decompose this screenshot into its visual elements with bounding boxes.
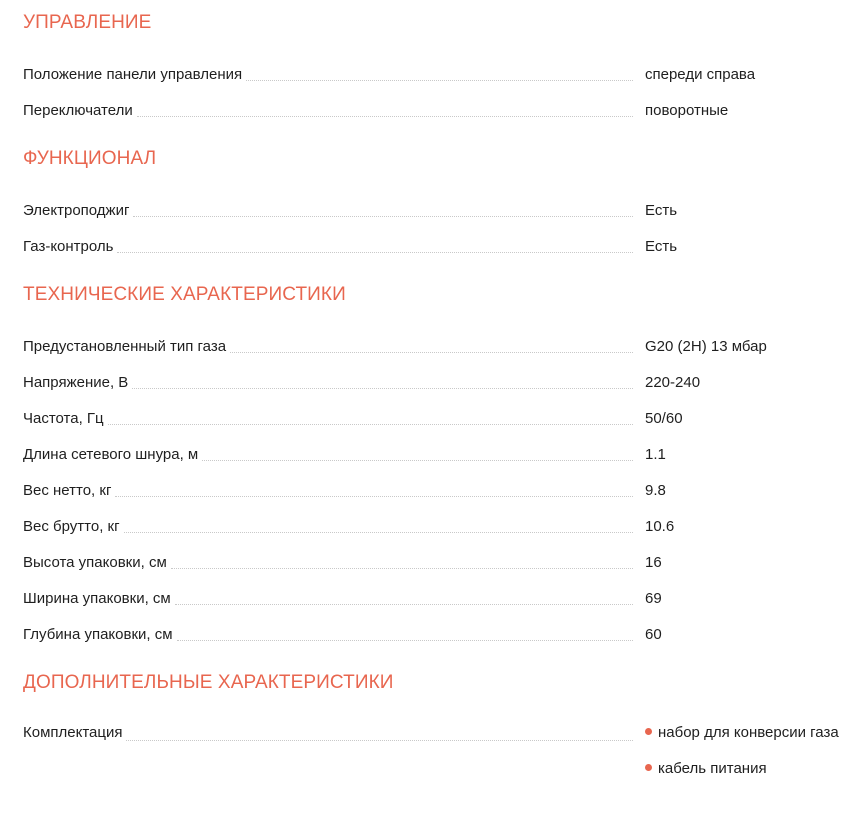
dotted-leader	[246, 79, 633, 81]
dotted-leader	[124, 531, 633, 533]
spec-label: Комплектация	[23, 724, 123, 741]
spec-row	[23, 371, 853, 392]
section-title-features: ФУНКЦИОНАЛ	[23, 148, 157, 169]
spec-row	[23, 723, 853, 795]
spec-label: Напряжение, В	[23, 374, 129, 391]
spec-label: Длина сетевого шнура, м	[23, 446, 199, 463]
spec-value: 16	[645, 554, 662, 571]
dotted-leader	[137, 115, 633, 117]
spec-label: Вес брутто, кг	[23, 518, 120, 535]
spec-row	[23, 235, 853, 256]
spec-label: Ширина упаковки, см	[23, 590, 171, 607]
dotted-leader	[126, 739, 633, 741]
dotted-leader	[230, 351, 633, 353]
spec-value: 1.1	[645, 446, 666, 463]
spec-row	[23, 407, 853, 428]
dotted-leader	[202, 459, 633, 461]
spec-label: Предустановленный тип газа	[23, 338, 227, 355]
spec-label: Высота упаковки, см	[23, 554, 167, 571]
dotted-leader	[115, 495, 633, 497]
section-title-technical: ТЕХНИЧЕСКИЕ ХАРАКТЕРИСТИКИ	[23, 284, 346, 305]
dotted-leader	[108, 423, 633, 425]
spec-row	[23, 335, 853, 356]
spec-value: G20 (2H) 13 мбар	[645, 338, 767, 355]
dotted-leader	[177, 639, 633, 641]
spec-label: Глубина упаковки, см	[23, 626, 173, 643]
dotted-leader	[171, 567, 633, 569]
spec-row	[23, 587, 853, 608]
spec-label: Переключатели	[23, 102, 133, 119]
spec-value: 9.8	[645, 482, 666, 499]
spec-value: поворотные	[645, 102, 729, 119]
spec-value: спереди справа	[645, 66, 756, 83]
section-title-additional: ДОПОЛНИТЕЛЬНЫЕ ХАРАКТЕРИСТИКИ	[23, 672, 394, 693]
package-contents-list	[645, 723, 853, 795]
bullet-icon	[645, 764, 652, 771]
spec-value: 10.6	[645, 518, 675, 535]
spec-row	[23, 99, 853, 120]
spec-value: Есть	[645, 202, 678, 219]
list-item-text: кабель питания	[658, 760, 767, 777]
spec-value: 69	[645, 590, 662, 607]
dotted-leader	[117, 251, 633, 253]
spec-label: Газ-контроль	[23, 238, 114, 255]
list-item	[645, 723, 853, 759]
spec-row	[23, 443, 853, 464]
bullet-icon	[645, 728, 652, 735]
spec-row	[23, 63, 853, 84]
spec-label: Частота, Гц	[23, 410, 104, 427]
dotted-leader	[175, 603, 633, 605]
spec-label: Положение панели управления	[23, 66, 243, 83]
specs-container	[23, 0, 853, 810]
spec-value: 220-240	[645, 374, 701, 391]
dotted-leader	[133, 215, 633, 217]
spec-value: 60	[645, 626, 662, 643]
spec-label: Вес нетто, кг	[23, 482, 112, 499]
spec-row	[23, 515, 853, 536]
list-item-text: набор для конверсии газа	[658, 724, 839, 741]
spec-value: Есть	[645, 238, 678, 255]
spec-value: 50/60	[645, 410, 683, 427]
spec-row	[23, 623, 853, 644]
spec-label: Электроподжиг	[23, 202, 130, 219]
section-title-control: УПРАВЛЕНИЕ	[23, 12, 152, 33]
spec-row	[23, 199, 853, 220]
spec-row	[23, 479, 853, 500]
dotted-leader	[132, 387, 633, 389]
spec-row	[23, 551, 853, 572]
list-item	[645, 759, 853, 795]
